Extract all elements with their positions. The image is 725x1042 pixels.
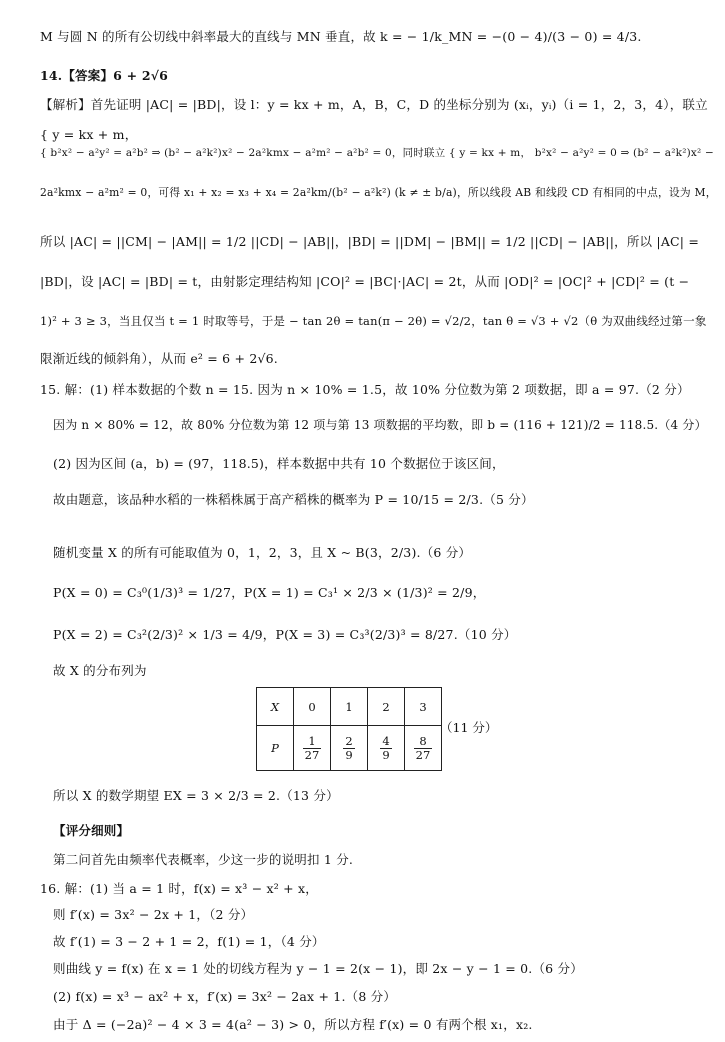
text-line: 则 f′(x) = 3x² − 2x + 1，（2 分） [53, 907, 254, 922]
text-line: 2a²kmx − a²m² = 0，可得 x₁ + x₂ = x₃ + x₄ = 2a²km/(b² − a²k²) (k ≠ ± b/a)，所以线段 AB 和线段 CD 有相同的中点，设为 M， [40, 186, 717, 199]
text-line: 第二问首先由频率代表概率，少这一步的说明扣 1 分. [53, 852, 354, 867]
text-line: 所以 |AC| = ||CM| − |AM|| = 1/2 ||CD| − |AB||，|BD| = ||DM| − |BM|| = 1/2 ||CD| − |AB||，所以 |AC| = [40, 234, 700, 249]
text-line: 故由题意，该品种水稻的一株稻株属于高产稻株的概率为 P = 10/15 = 2/3.（5 分） [53, 492, 534, 507]
q15-part2: (2) 因为区间 (a，b) = (97，118.5)，样本数据中共有 10 个数据位于该区间， [53, 456, 505, 471]
text-line: 故 X 的分布列为 [53, 663, 147, 678]
text-line: 1)² + 3 ≥ 3，当且仅当 t = 1 时取等号，于是 − tan 2θ = tan(π − 2θ) = √2/2，tan θ = √3 + √2（θ 为双曲线经过第一象 [40, 314, 707, 328]
table-row-label: P [257, 726, 294, 771]
text-line: { y = kx + m， [40, 127, 138, 142]
q14-analysis: 【解析】首先证明 |AC| = |BD|，设 l：y = kx + m，A，B，C，D 的坐标分别为 (xᵢ，yᵢ)（i = 1，2，3，4），联立 [40, 97, 708, 112]
text-line: M 与圆 N 的所有公切线中斜率最大的直线与 MN 垂直，故 k = − 1/k_MN = −(0 − 4)/(3 − 0) = 4/3. [40, 29, 642, 44]
q16-part1: 16. 解：(1) 当 a = 1 时，f(x) = x³ − x² + x， [40, 881, 318, 896]
text-line: P(X = 2) = C₃²(2/3)² × 1/3 = 4/9，P(X = 3) = C₃³(2/3)³ = 8/27.（10 分） [53, 627, 517, 642]
table-cell [368, 726, 405, 771]
text-line: 限渐近线的倾斜角），从而 e² = 6 + 2√6. [40, 351, 278, 366]
table-score-note: （11 分） [440, 720, 498, 735]
table-cell [331, 726, 368, 771]
q15-part1: 15. 解：(1) 样本数据的个数 n = 15. 因为 n × 10% = 1.5，故 10% 分位数为第 2 项数据，即 a = 97.（2 分） [40, 382, 690, 397]
text-line: P(X = 0) = C₃⁰(1/3)³ = 1/27，P(X = 1) = C₃¹ × 2/3 × (1/3)² = 2/9， [53, 585, 486, 600]
fraction: $\frac{1}{27}$ [304, 733, 320, 762]
fraction: $\frac{8}{27}$ [415, 733, 431, 762]
fraction: $\frac{2}{9}$ [345, 733, 353, 762]
text-line: { b²x² − a²y² = a²b² ⇒ (b² − a²k²)x² − 2a²kmx − a²m² − a²b² = 0，同时联立 { y = kx + m， b²x² − a²y² = 0 ⇒ (b² − a²k²)x² − [40, 147, 714, 159]
table-header-cell: X [257, 688, 294, 726]
text-line: 由于 Δ = (−2a)² − 4 × 3 = 4(a² − 3) > 0，所以方程 f′(x) = 0 有两个根 x₁，x₂. [53, 1017, 533, 1032]
table-header-cell: 0 [294, 688, 331, 726]
text-line: 故 f′(1) = 3 − 2 + 1 = 2，f(1) = 1，（4 分） [53, 934, 325, 949]
scoring-heading: 【评分细则】 [53, 823, 130, 838]
text-line: |BD|，设 |AC| = |BD| = t，由射影定理结构知 |CO|² = |BC|·|AC| = 2t，从而 |OD|² = |OC|² + |CD|² = (t − [40, 274, 690, 289]
text-line: 所以 X 的数学期望 EX = 3 × 2/3 = 2.（13 分） [53, 788, 339, 803]
distribution-table [256, 687, 442, 771]
fraction: $\frac{4}{9}$ [382, 733, 390, 762]
q16-part2: (2) f(x) = x³ − ax² + x，f′(x) = 3x² − 2ax + 1.（8 分） [53, 989, 397, 1004]
text-line: 因为 n × 80% = 12，故 80% 分位数为第 12 项与第 13 项数据的平均数，即 b = (116 + 121)/2 = 118.5.（4 分） [53, 418, 707, 432]
table-header-cell: 2 [368, 688, 405, 726]
text-line: 则曲线 y = f(x) 在 x = 1 处的切线方程为 y − 1 = 2(x − 1)，即 2x − y − 1 = 0.（6 分） [53, 961, 583, 976]
text-line: 随机变量 X 的所有可能取值为 0，1，2，3，且 X ~ B(3，2/3).（6 分） [53, 545, 472, 560]
table-header-cell: 1 [331, 688, 368, 726]
table-header-cell: 3 [405, 688, 442, 726]
q14-answer: 14.【答案】6 + 2√6 [40, 68, 169, 83]
table-cell [405, 726, 442, 771]
table-cell [294, 726, 331, 771]
